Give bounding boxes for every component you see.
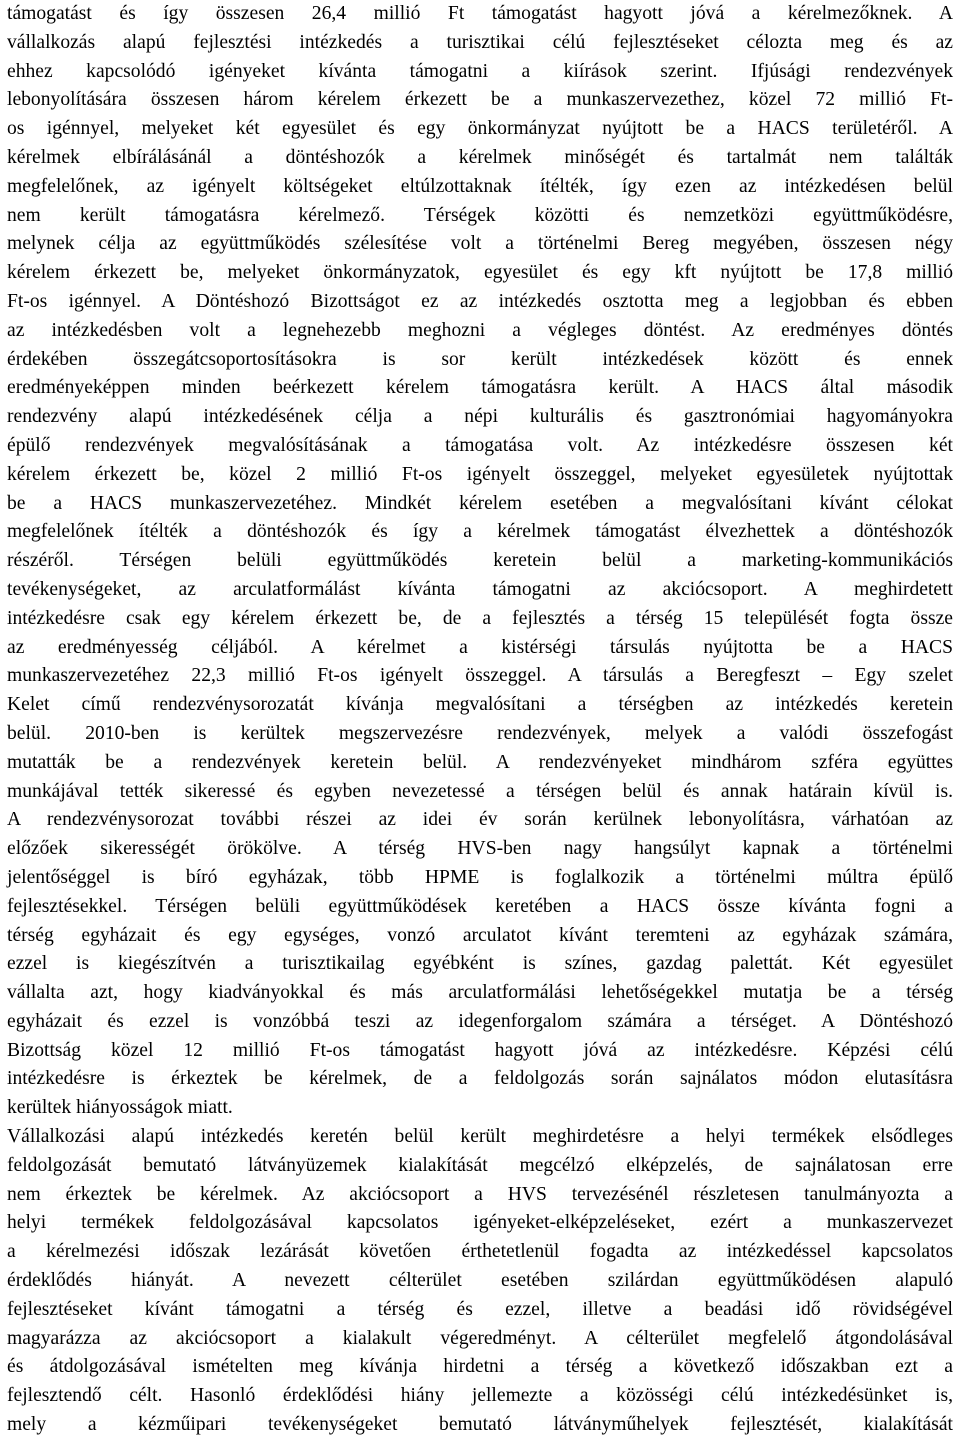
text-line: részéről. Térségen belüli együttműködés keretein belül a marketing-kommunikációs [7, 550, 953, 572]
text-line: intézkedésre csak egy kérelem érkezett be, de a fejlesztés a térség 15 települését fogta össze [7, 607, 953, 629]
text-line: mely a kézműipari tevékenységeket bemutató látványműhelyek fejlesztését, kialakítását [7, 1414, 953, 1436]
text-line: támogatást és így összesen 26,4 millió Ft támogatást hagyott jóvá a kérelmezőknek. A [7, 3, 953, 24]
text-line: kérelmek elbírálásánál a döntéshozók a kérelmek minőségét és tartalmát nem találták [7, 146, 953, 168]
text-line: mutatták be a rendezvények keretein belül. A rendezvényeket mindhárom szféra együttes [7, 751, 953, 773]
text-line: melynek célja az együttműködés szélesítése volt a történelmi Bereg megyében, összesen négy [7, 233, 953, 255]
text-line: intézkedésre is érkeztek be kérelmek, de a feldolgozás során sajnálatos módon elutasításra [7, 1068, 953, 1090]
text-line: előzőek sikerességét örökölve. A térség HVS-ben nagy hangsúlyt kapnak a történelmi [7, 838, 953, 860]
text-line: A rendezvénysorozat további részei az idei év során kerülnek lebonyolításra, várhatóan az [7, 809, 953, 831]
text-line: egyházait és ezzel is vonzóbbá teszi az idegenforgalom számára a térséget. A Döntéshozó [7, 1010, 953, 1032]
text-line: vállalta azt, hogy kiadványokkal és más arculatformálási lehetőségekkel mutatja be a térség [7, 982, 953, 1004]
text-line: vállalkozás alapú fejlesztési intézkedés a turisztikai célú fejlesztéseket célozta meg és az [7, 31, 953, 53]
text-line: munkaszervezetéhez 22,3 millió Ft-os igényelt összeggel. A társulás a Beregfeszt – Egy szelet [7, 665, 953, 687]
text-line: feldolgozását bemutató látványüzemek kialakítását megcélzó elképzelés, de sajnálatosan erre [7, 1154, 953, 1176]
text-line: érdekében összegátcsoportosításokra is sor került intézkedések között és ennek [7, 348, 953, 370]
text-line: belül. 2010-ben is kerültek megszervezésre rendezvények, melyek a valódi összefogást [7, 722, 953, 744]
document-page [7, 0, 953, 1440]
text-line: be a HACS munkaszervezetéhez. Mindkét kérelem esetében a megvalósítani kívánt célokat [7, 492, 953, 514]
text-line: a kérelmezési időszak lezárását követően érthetetlenül fogadta az intézkedéssel kapcsolatos [7, 1241, 953, 1263]
text-line: ezzel is kiegészítvén a turisztikailag egyébként is színes, gazdag palettát. Két egyesület [7, 953, 953, 975]
text-line: érdeklődés hiányát. A nevezett célterület esetében szilárdan együttműködésen alapuló [7, 1270, 953, 1292]
text-line: fejlesztendő célt. Hasonló érdeklődési hiány jellemezte a közösségi célú intézkedésünket is, [7, 1385, 953, 1407]
text-line: fejlesztésekkel. Térségen belüli együttműködések keretében a HACS össze kívánta fogni a [7, 895, 953, 917]
text-line: lebonyolítására összesen három kérelem érkezett be a munkaszervezethez, közel 72 millió Ft- [7, 89, 953, 111]
text-line: magyarázza az akciócsoport a kialakult végeredményt. A célterület megfelelő átgondolásával [7, 1327, 953, 1349]
text-line: ehhez kapcsolódó igényeket kívánta támogatni a kiírások szerint. Ifjúsági rendezvények [7, 60, 953, 82]
text-line: és átdolgozásával ismételten meg kívánja hirdetni a térség a következő időszakban ezt a [7, 1356, 953, 1378]
text-line: jelentőséggel is bíró egyházak, több HPME is foglalkozik a történelmi múltra épülő [7, 866, 953, 888]
text-line: tevékenységeket, az arculatformálást kívánta támogatni az akciócsoport. A meghirdetett [7, 578, 953, 600]
text-line: kerültek hiányosságok miatt. [7, 1097, 233, 1119]
text-line: épülő rendezvények megvalósításának a támogatása volt. Az intézkedésre összesen két [7, 434, 953, 456]
text-line: rendezvény alapú intézkedésének célja a népi kulturális és gasztronómiai hagyományokra [7, 406, 953, 428]
text-line: megfelelőnek, az igényelt költségeket eltúlzottaknak ítélték, így ezen az intézkedésen belül [7, 175, 953, 197]
text-line: os igénnyel, melyeket két egyesület és egy önkormányzat nyújtott be a HACS területéről. A [7, 118, 953, 140]
text-line: kérelem érkezett be, melyeket önkormányzatok, egyesület és egy kft nyújtott be 17,8 millió [7, 262, 953, 284]
text-line: eredményeképpen minden beérkezett kérelem támogatásra került. A HACS által második [7, 377, 953, 399]
text-line: megfelelőnek ítélték a döntéshozók és így a kérelmek támogatást élvezhettek a döntéshozók [7, 521, 953, 543]
text-line: munkájával tették sikeressé és egyben nevezetessé a térségen belül és annak határain kívül is. [7, 780, 953, 802]
text-line: Bizottság közel 12 millió Ft-os támogatást hagyott jóvá az intézkedésre. Képzési célú [7, 1039, 953, 1061]
text-line: fejlesztéseket kívánt támogatni a térség és ezzel, illetve a beadási idő rövidségével [7, 1298, 953, 1320]
text-line: Kelet című rendezvénysorozatát kívánja megvalósítani a térségben az intézkedés keretein [7, 694, 953, 716]
text-line: helyi termékek feldolgozásával kapcsolatos igényeket-elképzeléseket, ezért a munkaszervezet [7, 1212, 953, 1234]
text-line: Ft-os igénnyel. A Döntéshozó Bizottságot ez az intézkedés osztotta meg a legjobban és ebben [7, 290, 953, 312]
text-line: nem került támogatásra kérelmező. Térségek közötti és nemzetközi együttműködésre, [7, 204, 953, 226]
text-line: az eredményesség céljából. A kérelmet a kistérségi társulás nyújtotta be a HACS [7, 636, 953, 658]
text-line: az intézkedésben volt a legnehezebb meghozni a végleges döntést. Az eredményes döntés [7, 319, 953, 341]
text-line: Vállalkozási alapú intézkedés keretén belül került meghirdetésre a helyi termékek elsődleges [7, 1126, 953, 1148]
text-line: térség egyházait és egy egységes, vonzó arculatot kívánt teremteni az egyházak számára, [7, 924, 953, 946]
text-line: kérelem érkezett be, közel 2 millió Ft-os igényelt összeggel, melyeket egyesületek nyújtottak [7, 463, 953, 485]
text-line: nem érkeztek be kérelmek. Az akciócsoport a HVS tervezésénél részletesen tanulmányozta a [7, 1183, 953, 1205]
